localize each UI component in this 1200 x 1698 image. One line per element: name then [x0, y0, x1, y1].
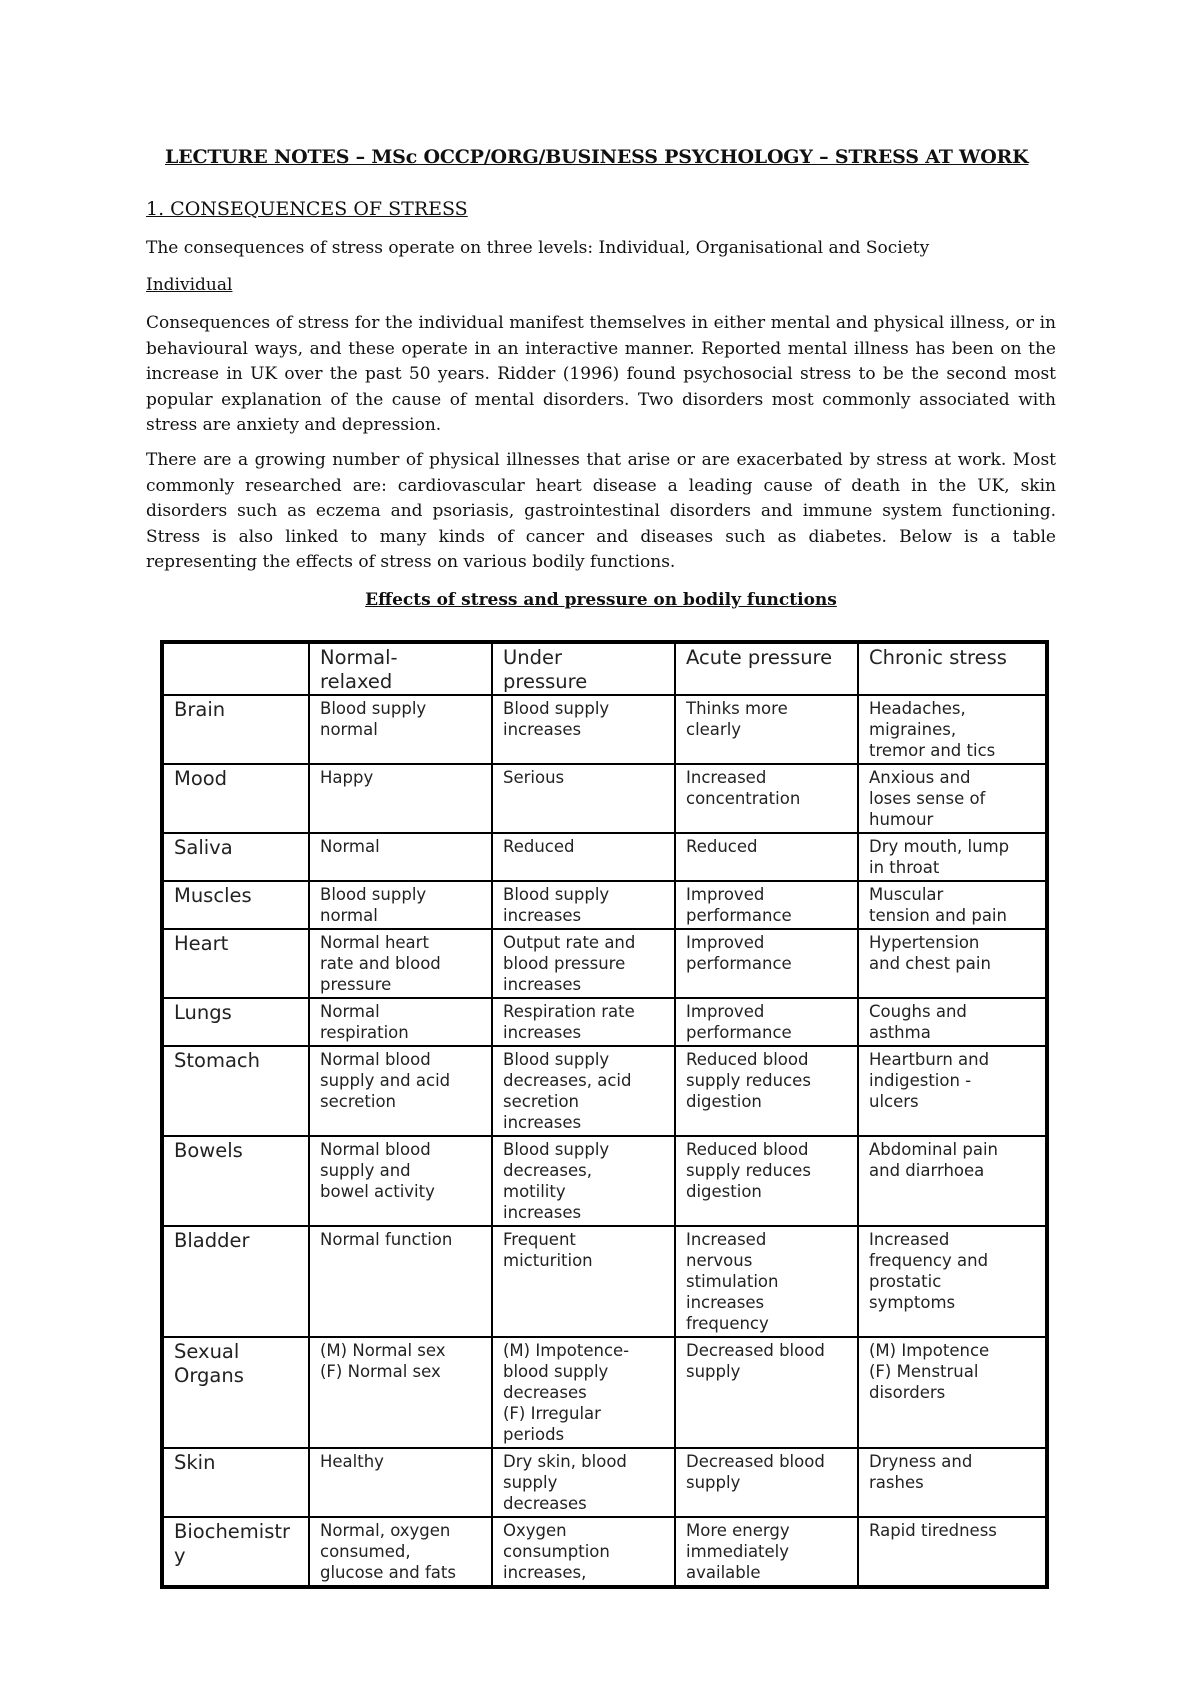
row-label-cell — [162, 1046, 309, 1136]
cell-text: (M) Impotence- blood supply decreases (F) Irregular periods — [503, 1341, 630, 1444]
row-label-cell — [162, 929, 309, 998]
table-caption: Effects of stress and pressure on bodily functions — [365, 590, 837, 610]
cell-text: Oxygen consumption increases, — [503, 1521, 610, 1582]
table-header-cell — [858, 642, 1047, 695]
row-label-cell — [162, 1517, 309, 1587]
cell-text: Decreased blood supply — [686, 1341, 825, 1381]
row-label-cell — [162, 695, 309, 764]
row-label-cell — [162, 1226, 309, 1337]
row-label: Sexual Organs — [174, 1340, 244, 1387]
cell-text: Normal heart rate and blood pressure — [320, 933, 441, 994]
table-cell — [858, 764, 1047, 833]
table-cell — [309, 929, 492, 998]
table-cell — [492, 833, 675, 881]
table-row — [162, 881, 1047, 929]
table-cell — [675, 998, 858, 1046]
table-cell — [675, 1136, 858, 1226]
table-cell — [675, 881, 858, 929]
table-cell — [675, 764, 858, 833]
cell-text: Muscular tension and pain — [869, 885, 1007, 925]
table-cell — [675, 929, 858, 998]
table-cell — [309, 695, 492, 764]
table-cell — [858, 695, 1047, 764]
table-row — [162, 1136, 1047, 1226]
cell-text: Increased concentration — [686, 768, 801, 808]
table-cell — [675, 1517, 858, 1587]
cell-text: Increased nervous stimulation increases frequency — [686, 1230, 779, 1333]
header-text: Under pressure — [503, 646, 588, 693]
table-header-cell — [492, 642, 675, 695]
cell-text: Respiration rate increases — [503, 1002, 635, 1042]
page-title: LECTURE NOTES – MSc OCCP/ORG/BUSINESS PSYCHOLOGY – STRESS AT WORK — [165, 146, 1029, 168]
table-row — [162, 1337, 1047, 1448]
cell-text: Frequent micturition — [503, 1230, 593, 1270]
row-label: Heart — [174, 932, 229, 955]
table-row — [162, 1448, 1047, 1517]
table-cell — [858, 1046, 1047, 1136]
table-cell — [492, 1337, 675, 1448]
cell-text: Coughs and asthma — [869, 1002, 967, 1042]
row-label: Muscles — [174, 884, 252, 907]
table-cell — [858, 1337, 1047, 1448]
table-cell — [675, 833, 858, 881]
row-label-cell — [162, 764, 309, 833]
row-label: Mood — [174, 767, 228, 790]
table-cell — [858, 881, 1047, 929]
header-text: Normal- relaxed — [320, 646, 398, 693]
cell-text: Rapid tiredness — [869, 1521, 997, 1540]
row-label-cell — [162, 1136, 309, 1226]
row-label-cell — [162, 998, 309, 1046]
row-label-cell — [162, 1448, 309, 1517]
table-cell — [309, 881, 492, 929]
table-cell — [492, 1136, 675, 1226]
table-cell — [858, 1226, 1047, 1337]
row-label: Bladder — [174, 1229, 250, 1252]
table-cell — [675, 1226, 858, 1337]
table-header-cell — [675, 642, 858, 695]
cell-text: (M) Impotence (F) Menstrual disorders — [869, 1341, 990, 1402]
table-row — [162, 833, 1047, 881]
intro-paragraph: The consequences of stress operate on three levels: Individual, Organisational and Society — [146, 238, 930, 258]
cell-text: Serious — [503, 768, 565, 787]
table-row — [162, 1046, 1047, 1136]
cell-text: Normal function — [320, 1230, 453, 1249]
row-label: Biochemistr y — [174, 1520, 291, 1567]
cell-text: Healthy — [320, 1452, 384, 1471]
cell-text: Dry mouth, lump in throat — [869, 837, 1010, 877]
table-row — [162, 1226, 1047, 1337]
table-cell — [858, 1136, 1047, 1226]
cell-text: Normal respiration — [320, 1002, 409, 1042]
cell-text: Headaches, migraines, tremor and tics — [869, 699, 996, 760]
cell-text: Dry skin, blood supply decreases — [503, 1452, 627, 1513]
row-label: Bowels — [174, 1139, 243, 1162]
table-row — [162, 764, 1047, 833]
table-cell — [309, 998, 492, 1046]
cell-text: Heartburn and indigestion - ulcers — [869, 1050, 990, 1111]
cell-text: Normal — [320, 837, 380, 856]
table-cell — [858, 998, 1047, 1046]
subheading-individual: Individual — [146, 275, 233, 295]
cell-text: Reduced — [503, 837, 575, 856]
cell-text: Dryness and rashes — [869, 1452, 973, 1492]
header-text: Chronic stress — [869, 646, 1007, 669]
table-header-cell — [162, 642, 309, 695]
cell-text: Blood supply increases — [503, 699, 610, 739]
table-cell — [492, 929, 675, 998]
table-cell — [492, 998, 675, 1046]
cell-text: Abdominal pain and diarrhoea — [869, 1140, 999, 1180]
cell-text: More energy immediately available — [686, 1521, 790, 1582]
cell-text: Improved performance — [686, 933, 792, 973]
cell-text: Blood supply normal — [320, 885, 427, 925]
row-label-cell — [162, 1337, 309, 1448]
table-row — [162, 998, 1047, 1046]
paragraph-mental-illness: Consequences of stress for the individual manifest themselves in either mental and physical illness, or in behavioural ways, and these operate in an interactive manner. Reported mental illness has been on the increase in UK over the past 50 years. Ridder (1996) found psychosocial stress to be the second most popular explanation of the cause of mental disorders. Two disorders most commonly associated with stress are anxiety and depression. — [146, 313, 1056, 435]
table-cell — [309, 1337, 492, 1448]
cell-text: (M) Normal sex (F) Normal sex — [320, 1341, 446, 1381]
table-cell — [492, 881, 675, 929]
table-row — [162, 929, 1047, 998]
cell-text: Normal, oxygen consumed, glucose and fats — [320, 1521, 456, 1582]
row-label: Skin — [174, 1451, 216, 1474]
table-cell — [492, 764, 675, 833]
row-label: Saliva — [174, 836, 233, 859]
table-cell — [675, 695, 858, 764]
table-row — [162, 1517, 1047, 1587]
cell-text: Decreased blood supply — [686, 1452, 825, 1492]
paragraph-physical-illness: There are a growing number of physical illnesses that arise or are exacerbated by stress at work. Most commonly researched are: cardiovascular heart disease a leading cause of death in the UK, skin disorders such as eczema and psoriasis, gastrointestinal disorders and immune system functioning. Stress is also linked to many kinds of cancer and diseases such as diabetes. Below is a table representing the effects of stress on various bodily functions. — [146, 450, 1056, 572]
table-header-row — [162, 642, 1047, 695]
cell-text: Thinks more clearly — [686, 699, 788, 739]
cell-text: Blood supply increases — [503, 885, 610, 925]
table-cell — [309, 764, 492, 833]
table-cell — [858, 929, 1047, 998]
table-cell — [309, 1517, 492, 1587]
table-header-cell — [309, 642, 492, 695]
cell-text: Improved performance — [686, 885, 792, 925]
row-label: Lungs — [174, 1001, 232, 1024]
table-cell — [309, 1046, 492, 1136]
cell-text: Improved performance — [686, 1002, 792, 1042]
table-cell — [492, 1046, 675, 1136]
table-cell — [492, 1517, 675, 1587]
row-label-cell — [162, 833, 309, 881]
table-cell — [858, 1448, 1047, 1517]
table-cell — [858, 833, 1047, 881]
table-cell — [309, 1226, 492, 1337]
row-label: Brain — [174, 698, 226, 721]
table-row — [162, 695, 1047, 764]
cell-text: Normal blood supply and bowel activity — [320, 1140, 435, 1201]
cell-text: Normal blood supply and acid secretion — [320, 1050, 451, 1111]
row-label-cell — [162, 881, 309, 929]
header-text: Acute pressure — [686, 646, 833, 669]
cell-text: Output rate and blood pressure increases — [503, 933, 636, 994]
section-heading: 1. CONSEQUENCES OF STRESS — [146, 198, 468, 220]
table-cell — [492, 1226, 675, 1337]
cell-text: Hypertension and chest pain — [869, 933, 991, 973]
table-cell — [675, 1448, 858, 1517]
cell-text: Blood supply decreases, acid secretion increases — [503, 1050, 632, 1132]
table-cell — [675, 1046, 858, 1136]
effects-table — [160, 640, 1049, 1589]
table-cell — [492, 695, 675, 764]
cell-text: Reduced — [686, 837, 758, 856]
table-cell — [309, 833, 492, 881]
cell-text: Blood supply decreases, motility increases — [503, 1140, 610, 1222]
table-cell — [309, 1448, 492, 1517]
cell-text: Anxious and loses sense of humour — [869, 768, 986, 829]
table-cell — [309, 1136, 492, 1226]
row-label: Stomach — [174, 1049, 260, 1072]
table-cell — [675, 1337, 858, 1448]
table-cell — [858, 1517, 1047, 1587]
cell-text: Increased frequency and prostatic symptoms — [869, 1230, 989, 1312]
cell-text: Reduced blood supply reduces digestion — [686, 1050, 811, 1111]
cell-text: Happy — [320, 768, 374, 787]
table-cell — [492, 1448, 675, 1517]
cell-text: Blood supply normal — [320, 699, 427, 739]
cell-text: Reduced blood supply reduces digestion — [686, 1140, 811, 1201]
